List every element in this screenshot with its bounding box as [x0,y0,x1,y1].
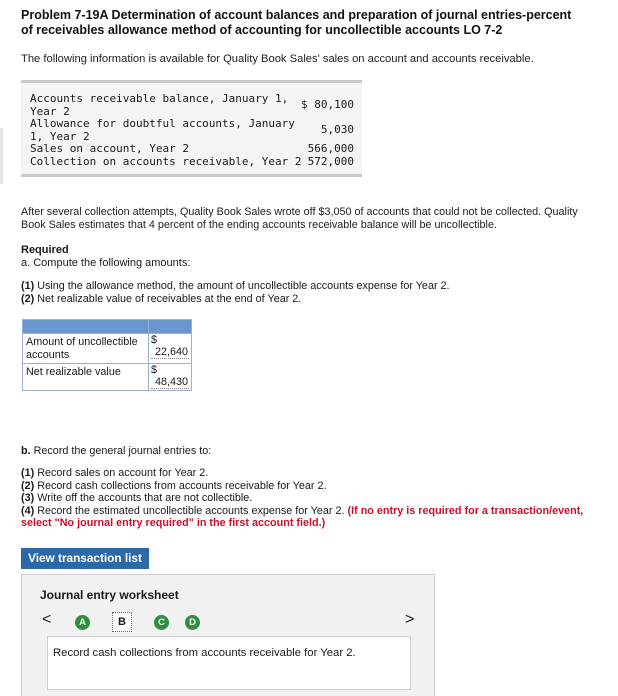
account-info-table [21,80,362,177]
info-row-value: $ 80,100 [301,98,354,112]
problem-intro: The following information is available for Quality Book Sales' sales on account and accounts receivable. [21,53,534,65]
step-c-icon[interactable]: C [154,615,169,630]
item-text: Record sales on account for Year 2. [37,467,209,479]
info-row-value: 572,000 [307,154,354,168]
list-item [21,480,601,493]
item-text: Using the allowance method, the amount of uncollectible accounts expense for Year 2. [37,280,450,292]
net-realizable-input[interactable]: 48,430 [151,377,189,390]
scenario-paragraph: After several collection attempts, Quality Book Sales wrote off $3,050 of accounts that could not be collected. Quality Book Sales estimates that 4 percent of the ending accounts receivable balance will be uncollectible. [21,206,578,231]
part-b-heading [21,445,211,457]
answer-table-header [23,320,192,334]
info-row [21,156,362,169]
item-number: (4) [21,504,35,517]
item-text: Record the estimated uncollectible accounts expense for Year 2. [37,504,345,517]
item-text: Record cash collections from accounts receivable for Year 2. [37,479,327,492]
step-b-tab[interactable]: B [112,612,132,632]
part-a-list [21,280,450,305]
part-b-list [21,467,601,530]
part-b-prefix: b. [21,445,31,457]
item-number: (2) [21,479,35,492]
item-text: Net realizable value of receivables at the end of Year 2. [37,292,302,305]
item-number: (2) [21,292,35,305]
info-row [21,93,362,118]
journal-entry-worksheet [21,574,435,696]
info-row-label: Collection on accounts receivable, Year 2 [30,154,302,168]
info-row-value: 566,000 [307,142,354,155]
currency-symbol: $ [151,334,158,346]
info-row-value: 5,030 [320,123,354,137]
info-row [21,143,362,156]
list-item [21,293,450,306]
step-a-icon[interactable]: A [75,615,90,630]
worksheet-description: Record cash collections from accounts receivable for Year 2. [47,636,411,690]
list-item [21,492,601,505]
uncollectible-amount-input[interactable]: 22,640 [151,347,189,360]
worksheet-title: Journal entry worksheet [40,588,179,602]
item-number: (1) [21,467,35,479]
list-item [21,467,601,480]
chevron-left-icon[interactable]: < [42,611,52,628]
table-row [23,364,192,391]
uncollectible-amount-cell[interactable] [149,334,192,364]
required-heading: Required [21,244,69,256]
item-number: (1) [21,280,35,292]
info-row-label: Allowance for doubtful accounts, January 1, Year 2 [30,117,295,143]
net-realizable-cell[interactable] [149,364,192,391]
answer-table [22,319,192,391]
info-row-label: Sales on account, Year 2 [30,142,189,155]
view-transaction-list-button[interactable]: View transaction list [21,548,149,569]
step-d-icon[interactable]: D [185,615,200,630]
info-row-label: Accounts receivable balance, January 1, Year 2 [30,92,289,118]
list-item [21,505,601,530]
problem-title: Problem 7-19A Determination of account balances and preparation of journal entries-percent of receivables allowance method of accounting for uncollectible accounts LO 7-2 [21,8,572,37]
item-number: (3) [21,492,35,504]
table-row [23,334,192,364]
chevron-right-icon[interactable]: > [405,611,415,628]
currency-symbol: $ [151,364,158,376]
info-row [21,118,362,143]
part-a-heading: a. Compute the following amounts: [21,257,191,269]
answer-label: Net realizable value [23,364,149,391]
part-b-heading-text: Record the general journal entries to: [33,445,212,457]
left-edge-marker [0,128,3,184]
list-item [21,280,450,293]
answer-label: Amount of uncollectible accounts [23,334,149,364]
instruction-note: (If no entry is required for a transaction/event, select "No journal entry required" in the first account field.) [21,504,584,529]
item-text: Write off the accounts that are not collectible. [37,492,253,504]
